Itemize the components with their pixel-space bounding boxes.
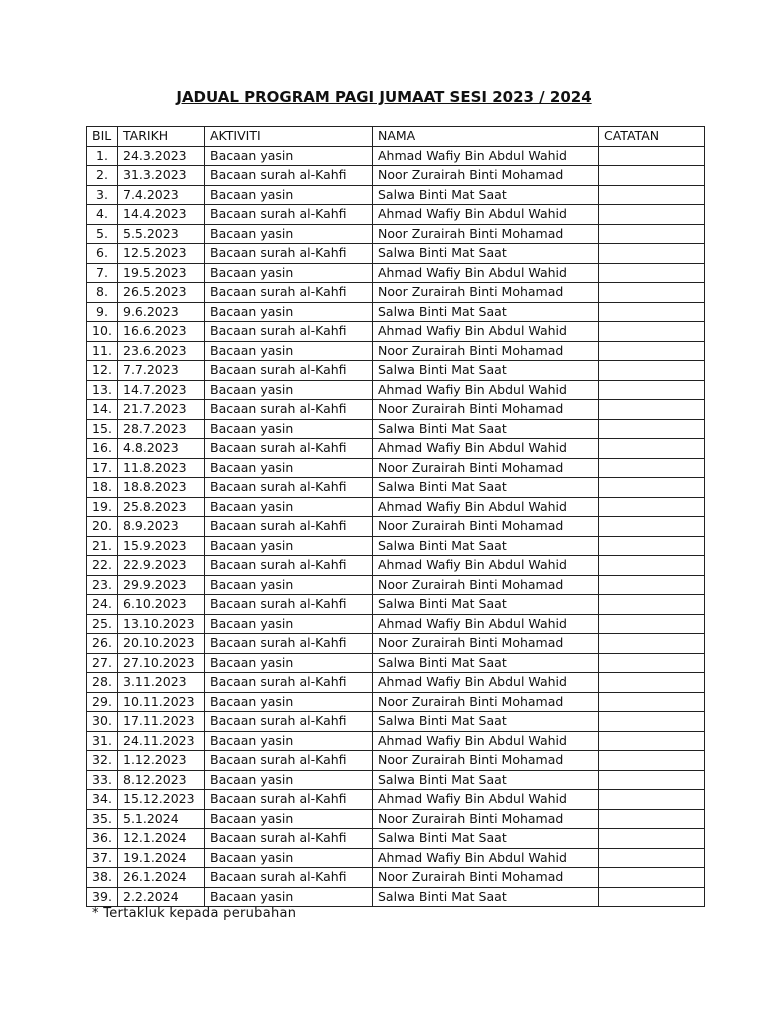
cell-tarikh: 26.1.2024 bbox=[118, 868, 205, 888]
table-row bbox=[87, 478, 705, 498]
cell-aktiviti: Bacaan yasin bbox=[205, 497, 373, 517]
cell-tarikh: 6.10.2023 bbox=[118, 595, 205, 615]
cell-bil: 27. bbox=[87, 653, 118, 673]
cell-aktiviti: Bacaan yasin bbox=[205, 614, 373, 634]
cell-nama: Noor Zurairah Binti Mohamad bbox=[373, 400, 599, 420]
cell-bil: 32. bbox=[87, 751, 118, 771]
cell-nama: Ahmad Wafiy Bin Abdul Wahid bbox=[373, 731, 599, 751]
table-row bbox=[87, 419, 705, 439]
cell-aktiviti: Bacaan surah al-Kahfi bbox=[205, 322, 373, 342]
cell-aktiviti: Bacaan yasin bbox=[205, 341, 373, 361]
table-row bbox=[87, 205, 705, 225]
cell-catatan bbox=[599, 536, 705, 556]
cell-tarikh: 22.9.2023 bbox=[118, 556, 205, 576]
cell-catatan bbox=[599, 478, 705, 498]
cell-nama: Salwa Binti Mat Saat bbox=[373, 829, 599, 849]
table-row bbox=[87, 829, 705, 849]
table-row bbox=[87, 712, 705, 732]
table-row bbox=[87, 614, 705, 634]
table-row bbox=[87, 517, 705, 537]
cell-aktiviti: Bacaan surah al-Kahfi bbox=[205, 595, 373, 615]
table-row bbox=[87, 770, 705, 790]
cell-bil: 29. bbox=[87, 692, 118, 712]
cell-catatan bbox=[599, 751, 705, 771]
cell-tarikh: 11.8.2023 bbox=[118, 458, 205, 478]
cell-catatan bbox=[599, 283, 705, 303]
cell-nama: Salwa Binti Mat Saat bbox=[373, 361, 599, 381]
cell-catatan bbox=[599, 595, 705, 615]
table-row bbox=[87, 322, 705, 342]
cell-tarikh: 19.1.2024 bbox=[118, 848, 205, 868]
table-row bbox=[87, 575, 705, 595]
cell-tarikh: 3.11.2023 bbox=[118, 673, 205, 693]
cell-catatan bbox=[599, 848, 705, 868]
table-row bbox=[87, 868, 705, 888]
cell-catatan bbox=[599, 673, 705, 693]
cell-tarikh: 21.7.2023 bbox=[118, 400, 205, 420]
cell-catatan bbox=[599, 634, 705, 654]
cell-aktiviti: Bacaan surah al-Kahfi bbox=[205, 790, 373, 810]
cell-bil: 24. bbox=[87, 595, 118, 615]
cell-tarikh: 15.12.2023 bbox=[118, 790, 205, 810]
cell-bil: 19. bbox=[87, 497, 118, 517]
cell-aktiviti: Bacaan yasin bbox=[205, 302, 373, 322]
cell-bil: 23. bbox=[87, 575, 118, 595]
cell-tarikh: 24.3.2023 bbox=[118, 146, 205, 166]
cell-catatan bbox=[599, 439, 705, 459]
cell-catatan bbox=[599, 302, 705, 322]
cell-nama: Salwa Binti Mat Saat bbox=[373, 653, 599, 673]
cell-aktiviti: Bacaan surah al-Kahfi bbox=[205, 634, 373, 654]
cell-bil: 10. bbox=[87, 322, 118, 342]
cell-aktiviti: Bacaan yasin bbox=[205, 380, 373, 400]
cell-nama: Ahmad Wafiy Bin Abdul Wahid bbox=[373, 263, 599, 283]
cell-catatan bbox=[599, 185, 705, 205]
table-row bbox=[87, 634, 705, 654]
cell-bil: 4. bbox=[87, 205, 118, 225]
cell-bil: 26. bbox=[87, 634, 118, 654]
cell-tarikh: 17.11.2023 bbox=[118, 712, 205, 732]
cell-catatan bbox=[599, 712, 705, 732]
page-title: JADUAL PROGRAM PAGI JUMAAT SESI 2023 / 2024 bbox=[176, 88, 592, 106]
cell-bil: 7. bbox=[87, 263, 118, 283]
cell-nama: Ahmad Wafiy Bin Abdul Wahid bbox=[373, 790, 599, 810]
schedule-table-header bbox=[87, 127, 705, 147]
cell-catatan bbox=[599, 497, 705, 517]
cell-bil: 20. bbox=[87, 517, 118, 537]
cell-aktiviti: Bacaan yasin bbox=[205, 458, 373, 478]
cell-tarikh: 13.10.2023 bbox=[118, 614, 205, 634]
cell-tarikh: 7.7.2023 bbox=[118, 361, 205, 381]
cell-nama: Noor Zurairah Binti Mohamad bbox=[373, 341, 599, 361]
cell-aktiviti: Bacaan yasin bbox=[205, 731, 373, 751]
cell-bil: 28. bbox=[87, 673, 118, 693]
cell-nama: Ahmad Wafiy Bin Abdul Wahid bbox=[373, 439, 599, 459]
cell-bil: 25. bbox=[87, 614, 118, 634]
cell-nama: Noor Zurairah Binti Mohamad bbox=[373, 224, 599, 244]
cell-bil: 35. bbox=[87, 809, 118, 829]
cell-nama: Salwa Binti Mat Saat bbox=[373, 887, 599, 907]
cell-tarikh: 8.9.2023 bbox=[118, 517, 205, 537]
table-row bbox=[87, 848, 705, 868]
header-nama: NAMA bbox=[373, 127, 599, 147]
cell-catatan bbox=[599, 419, 705, 439]
cell-nama: Noor Zurairah Binti Mohamad bbox=[373, 458, 599, 478]
table-row bbox=[87, 751, 705, 771]
cell-tarikh: 20.10.2023 bbox=[118, 634, 205, 654]
cell-aktiviti: Bacaan surah al-Kahfi bbox=[205, 283, 373, 303]
cell-nama: Salwa Binti Mat Saat bbox=[373, 244, 599, 264]
cell-aktiviti: Bacaan surah al-Kahfi bbox=[205, 673, 373, 693]
cell-catatan bbox=[599, 887, 705, 907]
cell-nama: Ahmad Wafiy Bin Abdul Wahid bbox=[373, 556, 599, 576]
cell-nama: Ahmad Wafiy Bin Abdul Wahid bbox=[373, 614, 599, 634]
cell-bil: 14. bbox=[87, 400, 118, 420]
cell-aktiviti: Bacaan yasin bbox=[205, 848, 373, 868]
cell-aktiviti: Bacaan yasin bbox=[205, 536, 373, 556]
cell-tarikh: 31.3.2023 bbox=[118, 166, 205, 186]
cell-bil: 34. bbox=[87, 790, 118, 810]
cell-tarikh: 29.9.2023 bbox=[118, 575, 205, 595]
cell-tarikh: 25.8.2023 bbox=[118, 497, 205, 517]
cell-aktiviti: Bacaan surah al-Kahfi bbox=[205, 400, 373, 420]
cell-aktiviti: Bacaan yasin bbox=[205, 224, 373, 244]
cell-catatan bbox=[599, 458, 705, 478]
cell-nama: Salwa Binti Mat Saat bbox=[373, 536, 599, 556]
cell-aktiviti: Bacaan surah al-Kahfi bbox=[205, 556, 373, 576]
cell-catatan bbox=[599, 868, 705, 888]
cell-tarikh: 9.6.2023 bbox=[118, 302, 205, 322]
cell-tarikh: 27.10.2023 bbox=[118, 653, 205, 673]
cell-aktiviti: Bacaan surah al-Kahfi bbox=[205, 868, 373, 888]
schedule-table-body bbox=[87, 146, 705, 907]
table-row bbox=[87, 536, 705, 556]
cell-nama: Salwa Binti Mat Saat bbox=[373, 595, 599, 615]
cell-bil: 11. bbox=[87, 341, 118, 361]
cell-bil: 18. bbox=[87, 478, 118, 498]
cell-aktiviti: Bacaan yasin bbox=[205, 419, 373, 439]
table-row bbox=[87, 146, 705, 166]
cell-catatan bbox=[599, 400, 705, 420]
schedule-table bbox=[86, 126, 705, 907]
cell-bil: 8. bbox=[87, 283, 118, 303]
cell-aktiviti: Bacaan surah al-Kahfi bbox=[205, 361, 373, 381]
table-row bbox=[87, 263, 705, 283]
cell-aktiviti: Bacaan surah al-Kahfi bbox=[205, 751, 373, 771]
table-row bbox=[87, 458, 705, 478]
cell-bil: 6. bbox=[87, 244, 118, 264]
cell-catatan bbox=[599, 146, 705, 166]
cell-aktiviti: Bacaan surah al-Kahfi bbox=[205, 439, 373, 459]
cell-bil: 1. bbox=[87, 146, 118, 166]
table-row bbox=[87, 673, 705, 693]
cell-catatan bbox=[599, 322, 705, 342]
cell-nama: Ahmad Wafiy Bin Abdul Wahid bbox=[373, 848, 599, 868]
cell-catatan bbox=[599, 614, 705, 634]
cell-nama: Noor Zurairah Binti Mohamad bbox=[373, 634, 599, 654]
cell-tarikh: 12.1.2024 bbox=[118, 829, 205, 849]
cell-nama: Ahmad Wafiy Bin Abdul Wahid bbox=[373, 673, 599, 693]
cell-bil: 30. bbox=[87, 712, 118, 732]
cell-bil: 36. bbox=[87, 829, 118, 849]
cell-tarikh: 28.7.2023 bbox=[118, 419, 205, 439]
table-row bbox=[87, 283, 705, 303]
cell-bil: 12. bbox=[87, 361, 118, 381]
cell-catatan bbox=[599, 361, 705, 381]
cell-tarikh: 4.8.2023 bbox=[118, 439, 205, 459]
cell-nama: Noor Zurairah Binti Mohamad bbox=[373, 283, 599, 303]
cell-bil: 2. bbox=[87, 166, 118, 186]
cell-catatan bbox=[599, 653, 705, 673]
cell-tarikh: 12.5.2023 bbox=[118, 244, 205, 264]
cell-nama: Ahmad Wafiy Bin Abdul Wahid bbox=[373, 497, 599, 517]
cell-bil: 15. bbox=[87, 419, 118, 439]
cell-tarikh: 8.12.2023 bbox=[118, 770, 205, 790]
cell-bil: 5. bbox=[87, 224, 118, 244]
table-row bbox=[87, 790, 705, 810]
cell-aktiviti: Bacaan yasin bbox=[205, 146, 373, 166]
cell-tarikh: 18.8.2023 bbox=[118, 478, 205, 498]
cell-catatan bbox=[599, 575, 705, 595]
cell-catatan bbox=[599, 517, 705, 537]
table-row bbox=[87, 692, 705, 712]
cell-bil: 39. bbox=[87, 887, 118, 907]
table-row bbox=[87, 166, 705, 186]
table-row bbox=[87, 361, 705, 381]
cell-catatan bbox=[599, 770, 705, 790]
cell-catatan bbox=[599, 829, 705, 849]
cell-catatan bbox=[599, 341, 705, 361]
cell-bil: 3. bbox=[87, 185, 118, 205]
cell-tarikh: 7.4.2023 bbox=[118, 185, 205, 205]
cell-nama: Salwa Binti Mat Saat bbox=[373, 419, 599, 439]
cell-bil: 16. bbox=[87, 439, 118, 459]
cell-catatan bbox=[599, 380, 705, 400]
cell-aktiviti: Bacaan yasin bbox=[205, 263, 373, 283]
cell-catatan bbox=[599, 692, 705, 712]
table-row bbox=[87, 185, 705, 205]
cell-catatan bbox=[599, 790, 705, 810]
cell-aktiviti: Bacaan yasin bbox=[205, 692, 373, 712]
table-row bbox=[87, 653, 705, 673]
cell-catatan bbox=[599, 205, 705, 225]
cell-aktiviti: Bacaan surah al-Kahfi bbox=[205, 244, 373, 264]
cell-aktiviti: Bacaan yasin bbox=[205, 653, 373, 673]
cell-tarikh: 2.2.2024 bbox=[118, 887, 205, 907]
cell-tarikh: 24.11.2023 bbox=[118, 731, 205, 751]
cell-bil: 21. bbox=[87, 536, 118, 556]
footnote: * Tertakluk kepada perubahan bbox=[92, 906, 297, 921]
cell-tarikh: 5.1.2024 bbox=[118, 809, 205, 829]
table-row bbox=[87, 224, 705, 244]
table-row bbox=[87, 341, 705, 361]
cell-nama: Noor Zurairah Binti Mohamad bbox=[373, 575, 599, 595]
cell-nama: Ahmad Wafiy Bin Abdul Wahid bbox=[373, 146, 599, 166]
cell-nama: Salwa Binti Mat Saat bbox=[373, 302, 599, 322]
cell-nama: Ahmad Wafiy Bin Abdul Wahid bbox=[373, 322, 599, 342]
cell-catatan bbox=[599, 166, 705, 186]
header-bil: BIL bbox=[87, 127, 118, 147]
table-row bbox=[87, 809, 705, 829]
cell-aktiviti: Bacaan surah al-Kahfi bbox=[205, 166, 373, 186]
cell-nama: Salwa Binti Mat Saat bbox=[373, 712, 599, 732]
cell-nama: Noor Zurairah Binti Mohamad bbox=[373, 166, 599, 186]
cell-tarikh: 19.5.2023 bbox=[118, 263, 205, 283]
cell-tarikh: 1.12.2023 bbox=[118, 751, 205, 771]
cell-aktiviti: Bacaan surah al-Kahfi bbox=[205, 829, 373, 849]
cell-bil: 37. bbox=[87, 848, 118, 868]
cell-tarikh: 23.6.2023 bbox=[118, 341, 205, 361]
cell-nama: Salwa Binti Mat Saat bbox=[373, 770, 599, 790]
cell-catatan bbox=[599, 224, 705, 244]
cell-bil: 17. bbox=[87, 458, 118, 478]
header-tarikh: TARIKH bbox=[118, 127, 205, 147]
table-row bbox=[87, 400, 705, 420]
cell-bil: 33. bbox=[87, 770, 118, 790]
cell-tarikh: 5.5.2023 bbox=[118, 224, 205, 244]
cell-aktiviti: Bacaan yasin bbox=[205, 809, 373, 829]
cell-nama: Noor Zurairah Binti Mohamad bbox=[373, 517, 599, 537]
cell-catatan bbox=[599, 731, 705, 751]
table-row bbox=[87, 302, 705, 322]
header-row bbox=[87, 127, 705, 147]
cell-aktiviti: Bacaan yasin bbox=[205, 770, 373, 790]
cell-tarikh: 26.5.2023 bbox=[118, 283, 205, 303]
cell-tarikh: 14.4.2023 bbox=[118, 205, 205, 225]
cell-catatan bbox=[599, 556, 705, 576]
cell-nama: Noor Zurairah Binti Mohamad bbox=[373, 692, 599, 712]
cell-aktiviti: Bacaan yasin bbox=[205, 887, 373, 907]
table-row bbox=[87, 439, 705, 459]
cell-aktiviti: Bacaan yasin bbox=[205, 575, 373, 595]
cell-tarikh: 10.11.2023 bbox=[118, 692, 205, 712]
cell-bil: 13. bbox=[87, 380, 118, 400]
cell-tarikh: 14.7.2023 bbox=[118, 380, 205, 400]
table-row bbox=[87, 887, 705, 907]
cell-aktiviti: Bacaan surah al-Kahfi bbox=[205, 517, 373, 537]
table-row bbox=[87, 731, 705, 751]
table-row bbox=[87, 556, 705, 576]
table-row bbox=[87, 244, 705, 264]
table-row bbox=[87, 497, 705, 517]
cell-aktiviti: Bacaan surah al-Kahfi bbox=[205, 205, 373, 225]
cell-nama: Ahmad Wafiy Bin Abdul Wahid bbox=[373, 205, 599, 225]
cell-catatan bbox=[599, 244, 705, 264]
header-aktiviti: AKTIVITI bbox=[205, 127, 373, 147]
cell-aktiviti: Bacaan surah al-Kahfi bbox=[205, 478, 373, 498]
cell-nama: Noor Zurairah Binti Mohamad bbox=[373, 751, 599, 771]
cell-nama: Noor Zurairah Binti Mohamad bbox=[373, 868, 599, 888]
header-catatan: CATATAN bbox=[599, 127, 705, 147]
cell-bil: 38. bbox=[87, 868, 118, 888]
cell-aktiviti: Bacaan surah al-Kahfi bbox=[205, 712, 373, 732]
cell-nama: Noor Zurairah Binti Mohamad bbox=[373, 809, 599, 829]
cell-nama: Salwa Binti Mat Saat bbox=[373, 185, 599, 205]
cell-catatan bbox=[599, 809, 705, 829]
table-row bbox=[87, 380, 705, 400]
cell-bil: 22. bbox=[87, 556, 118, 576]
cell-tarikh: 16.6.2023 bbox=[118, 322, 205, 342]
cell-nama: Salwa Binti Mat Saat bbox=[373, 478, 599, 498]
cell-catatan bbox=[599, 263, 705, 283]
cell-tarikh: 15.9.2023 bbox=[118, 536, 205, 556]
cell-bil: 31. bbox=[87, 731, 118, 751]
cell-nama: Ahmad Wafiy Bin Abdul Wahid bbox=[373, 380, 599, 400]
cell-bil: 9. bbox=[87, 302, 118, 322]
cell-aktiviti: Bacaan yasin bbox=[205, 185, 373, 205]
table-row bbox=[87, 595, 705, 615]
